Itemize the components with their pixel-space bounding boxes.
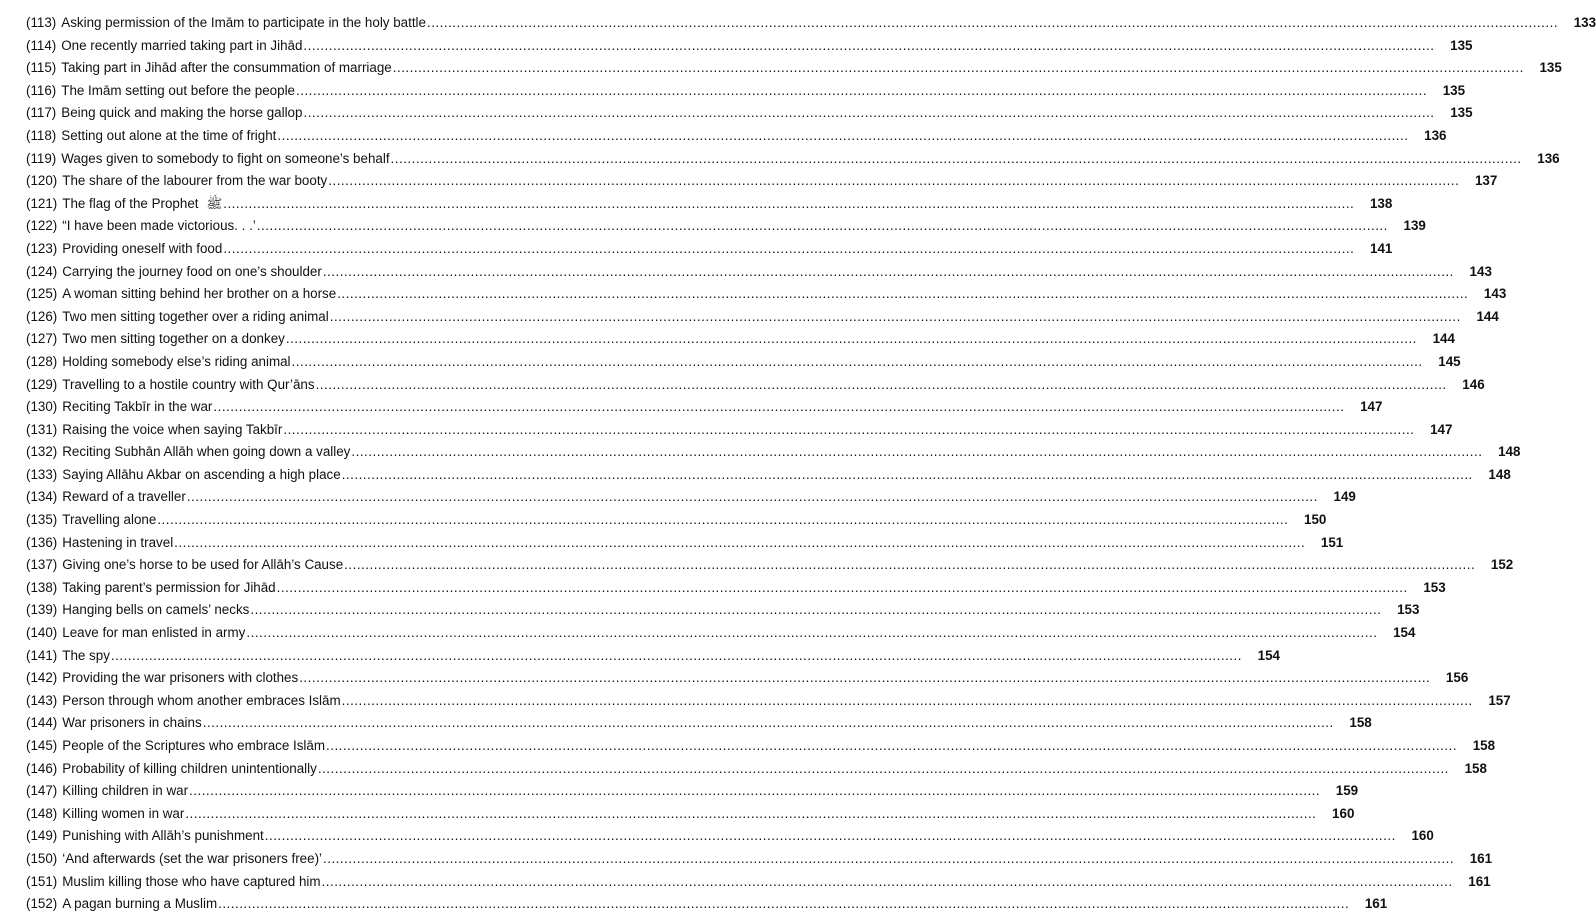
entry-number: (136) — [26, 534, 58, 550]
entry-title: Leave for man enlisted in army — [62, 625, 246, 641]
page-number: 139 — [1403, 218, 1426, 234]
entry-title: Providing the war prisoners with clothes — [62, 670, 299, 686]
entry-number: (142) — [26, 670, 58, 686]
dot-leader — [322, 871, 1453, 894]
dot-leader — [326, 735, 1457, 758]
entry-number: (138) — [26, 579, 58, 595]
entry-number: (147) — [26, 783, 58, 799]
entry-number: (121) — [26, 195, 58, 211]
page-number: 144 — [1432, 331, 1455, 347]
page-number: 144 — [1476, 308, 1499, 324]
page-number: 141 — [1370, 240, 1393, 256]
toc-entry — [26, 464, 1511, 487]
page-number: 152 — [1490, 557, 1514, 573]
entry-title: Two men sitting together on a donkey — [62, 331, 285, 347]
dot-leader — [157, 509, 1288, 532]
page-number: 154 — [1257, 647, 1280, 663]
entry-number: (144) — [26, 715, 58, 731]
toc-entry — [26, 577, 1446, 600]
page-number: 160 — [1332, 805, 1355, 821]
entry-number: (149) — [26, 828, 58, 844]
page-number: 135 — [1539, 60, 1562, 76]
entry-title: Taking part in Jihād after the consummation of marriage — [61, 60, 392, 76]
table-of-contents — [26, 12, 1596, 916]
dot-leader — [223, 238, 1354, 261]
entry-title: The Imām setting out before the people — [61, 82, 296, 98]
page-number: 151 — [1320, 534, 1344, 550]
toc-entry — [26, 328, 1455, 351]
entry-title: Probability of killing children unintentionally — [62, 760, 317, 776]
dot-leader — [296, 80, 1427, 103]
page-number: 135 — [1450, 37, 1473, 53]
dot-leader — [286, 328, 1417, 351]
page-number: 145 — [1438, 353, 1461, 369]
entry-number: (116) — [26, 82, 57, 98]
entry-title: Hanging bells on camels’ necks — [62, 602, 250, 618]
dot-leader — [111, 645, 1242, 668]
entry-number: (137) — [26, 557, 58, 573]
toc-entry — [26, 848, 1493, 871]
page-number: 135 — [1442, 82, 1466, 98]
entry-number: (114) — [26, 37, 57, 53]
dot-leader — [277, 577, 1408, 600]
entry-title: Saying Allāhu Akbar on ascending a high place — [62, 466, 341, 482]
dot-leader — [213, 396, 1344, 419]
toc-entry — [26, 803, 1355, 826]
page-number: 153 — [1397, 602, 1420, 618]
entry-title: Setting out alone at the time of fright — [61, 127, 277, 143]
toc-entry — [26, 554, 1514, 577]
toc-entry — [26, 645, 1280, 668]
entry-title: Person through whom another embraces Islām — [62, 692, 341, 708]
entry-number: (124) — [26, 263, 58, 279]
page-number: 143 — [1483, 286, 1507, 302]
page-number: 150 — [1304, 512, 1327, 528]
dot-leader — [342, 464, 1473, 487]
toc-entry — [26, 667, 1469, 690]
entry-number: (128) — [26, 353, 58, 369]
entry-number: (113) — [26, 15, 57, 30]
toc-entry — [26, 57, 1562, 80]
page-number: 161 — [1469, 850, 1493, 866]
entry-number: (141) — [26, 647, 58, 663]
page-number: 158 — [1464, 760, 1487, 776]
toc-entry — [26, 441, 1521, 464]
entry-number: (117) — [26, 105, 57, 121]
dot-leader — [393, 57, 1524, 80]
toc-entry — [26, 396, 1383, 419]
dot-leader — [203, 712, 1334, 735]
entry-title-text: The flag of the Prophet — [62, 195, 199, 211]
page-number: 143 — [1469, 263, 1492, 279]
entry-title: Travelling to a hostile country with Qur’āns — [62, 376, 315, 392]
dot-leader — [318, 758, 1449, 781]
page-number: 158 — [1472, 738, 1496, 753]
toc-entry — [26, 622, 1416, 645]
toc-entry — [26, 125, 1447, 148]
dot-leader — [342, 690, 1473, 713]
entry-title: The share of the labourer from the war booty — [62, 173, 328, 189]
entry-title: One recently married taking part in Jihād — [61, 37, 303, 53]
dot-leader — [323, 848, 1454, 871]
toc-entry — [26, 509, 1327, 532]
toc-entry — [26, 825, 1434, 848]
entry-title: Travelling alone — [62, 512, 157, 528]
entry-title: Punishing with Allāh’s punishment — [62, 828, 264, 844]
entry-title: War prisoners in chains — [62, 715, 202, 731]
dot-leader — [292, 351, 1423, 374]
toc-entry — [26, 893, 1388, 916]
entry-number: (132) — [26, 444, 58, 460]
entry-title: Providing oneself with food — [62, 240, 223, 256]
page-number: 154 — [1393, 625, 1416, 641]
dot-leader — [351, 441, 1482, 464]
toc-entry — [26, 486, 1356, 509]
entry-number: (151) — [26, 873, 58, 889]
toc-entry — [26, 80, 1466, 103]
entry-title: Holding somebody else’s riding animal — [62, 353, 291, 369]
dot-leader — [218, 893, 1349, 916]
entry-title: Raising the voice when saying Takbīr — [62, 421, 283, 437]
dot-leader — [174, 532, 1305, 555]
dot-leader — [391, 148, 1522, 171]
page-number: 149 — [1333, 489, 1356, 505]
toc-entry — [26, 238, 1393, 261]
page-number: 156 — [1445, 670, 1469, 686]
toc-entry — [26, 374, 1485, 397]
dot-leader — [187, 486, 1318, 509]
entry-title: ‘And afterwards (set the war prisoners free)’ — [62, 850, 322, 866]
entry-title: Carrying the journey food on one’s shoulder — [62, 263, 322, 279]
entry-number: (120) — [26, 173, 58, 189]
page-number: 159 — [1335, 783, 1359, 799]
entry-title: Muslim killing those who have captured him — [62, 873, 321, 889]
page-number: 138 — [1369, 195, 1393, 211]
entry-number: (122) — [26, 218, 58, 234]
dot-leader — [328, 170, 1459, 193]
toc-entry — [26, 261, 1492, 284]
entry-title: Wages given to somebody to fight on someone’s behalf — [61, 150, 390, 166]
entry-title: Killing women in war — [62, 805, 185, 821]
entry-number: (143) — [26, 692, 58, 708]
entry-title: Being quick and making the horse gallop — [61, 105, 303, 121]
dot-leader — [323, 261, 1454, 284]
page-number: 148 — [1488, 466, 1511, 482]
entry-number: (152) — [26, 896, 58, 912]
toc-entry — [26, 193, 1393, 216]
entry-title: “I have been made victorious. . .’ — [62, 218, 256, 234]
page-number: 133 — [1573, 15, 1596, 30]
page-number: 147 — [1360, 399, 1383, 415]
entry-title: Hastening in travel — [62, 534, 174, 550]
dot-leader — [277, 125, 1408, 148]
entry-title: Asking permission of the Imām to participate in the holy battle — [61, 15, 426, 30]
page-number: 161 — [1364, 896, 1388, 912]
entry-title: Reciting Takbīr in the war — [62, 399, 213, 415]
dot-leader — [316, 374, 1447, 397]
toc-entry — [26, 102, 1473, 125]
entry-number: (139) — [26, 602, 58, 618]
entry-number: (123) — [26, 240, 58, 256]
entry-title: Giving one’s horse to be used for Allāh’s Cause — [62, 557, 344, 573]
entry-number: (148) — [26, 805, 58, 821]
entry-title: A woman sitting behind her brother on a horse — [62, 286, 337, 302]
dot-leader — [265, 825, 1396, 848]
page-number: 158 — [1349, 715, 1372, 731]
dot-leader — [189, 780, 1320, 803]
entry-title: Reciting Subhān Allāh when going down a valley — [62, 444, 351, 460]
toc-entry — [26, 35, 1473, 58]
toc-entry — [26, 170, 1498, 193]
entry-title: Two men sitting together over a riding animal — [62, 308, 329, 324]
page-number: 137 — [1474, 173, 1498, 189]
dot-leader — [344, 554, 1475, 577]
toc-entry — [26, 306, 1499, 329]
page-number: 147 — [1430, 421, 1453, 437]
page-number: 148 — [1498, 444, 1521, 460]
salutation-glyph-icon: ﷺ — [206, 196, 223, 212]
entry-number: (130) — [26, 399, 58, 415]
page-number: 135 — [1450, 105, 1473, 121]
entry-number: (135) — [26, 512, 58, 528]
page-number: 160 — [1411, 828, 1434, 844]
toc-entry — [26, 283, 1507, 306]
page-number: 136 — [1537, 150, 1560, 166]
dot-leader — [303, 102, 1434, 125]
toc-entry — [26, 599, 1420, 622]
toc-entry — [26, 780, 1359, 803]
entry-title: People of the Scriptures who embrace Islām — [62, 738, 325, 753]
dot-leader — [427, 12, 1558, 35]
entry-number: (145) — [26, 738, 58, 753]
page-number: 146 — [1462, 376, 1485, 392]
dot-leader — [250, 599, 1381, 622]
dot-leader — [337, 283, 1468, 306]
dot-leader — [246, 622, 1377, 645]
entry-number: (126) — [26, 308, 58, 324]
entry-title: Killing children in war — [62, 783, 189, 799]
entry-title: A pagan burning a Muslim — [62, 896, 218, 912]
toc-entry — [26, 532, 1344, 555]
toc-entry — [26, 712, 1372, 735]
entry-number: (146) — [26, 760, 58, 776]
dot-leader — [223, 193, 1354, 216]
entry-number: (118) — [26, 127, 57, 143]
dot-leader — [283, 419, 1414, 442]
toc-entry — [26, 12, 1596, 35]
toc-entry — [26, 419, 1453, 442]
entry-title — [62, 193, 222, 217]
page-number: 157 — [1488, 692, 1511, 708]
entry-title: Reward of a traveller — [62, 489, 186, 505]
entry-number: (119) — [26, 150, 57, 166]
entry-number: (140) — [26, 625, 58, 641]
dot-leader — [257, 215, 1388, 238]
dot-leader — [299, 667, 1430, 690]
page-number: 161 — [1468, 873, 1491, 889]
entry-number: (115) — [26, 60, 57, 76]
toc-entry — [26, 148, 1560, 171]
page-number: 153 — [1423, 579, 1446, 595]
page-number: 136 — [1424, 127, 1447, 143]
toc-entry — [26, 215, 1426, 238]
entry-number: (134) — [26, 489, 58, 505]
entry-number: (150) — [26, 850, 58, 866]
toc-entry — [26, 735, 1496, 758]
dot-leader — [303, 35, 1434, 58]
toc-entry — [26, 758, 1487, 781]
entry-title: Taking parent’s permission for Jihād — [62, 579, 276, 595]
entry-number: (131) — [26, 421, 58, 437]
toc-entry — [26, 351, 1461, 374]
entry-number: (125) — [26, 286, 58, 302]
toc-entry — [26, 871, 1491, 894]
entry-title: The spy — [62, 647, 110, 663]
entry-number: (133) — [26, 466, 58, 482]
toc-entry — [26, 690, 1511, 713]
entry-number: (129) — [26, 376, 58, 392]
entry-number: (127) — [26, 331, 58, 347]
dot-leader — [330, 306, 1461, 329]
dot-leader — [185, 803, 1316, 826]
